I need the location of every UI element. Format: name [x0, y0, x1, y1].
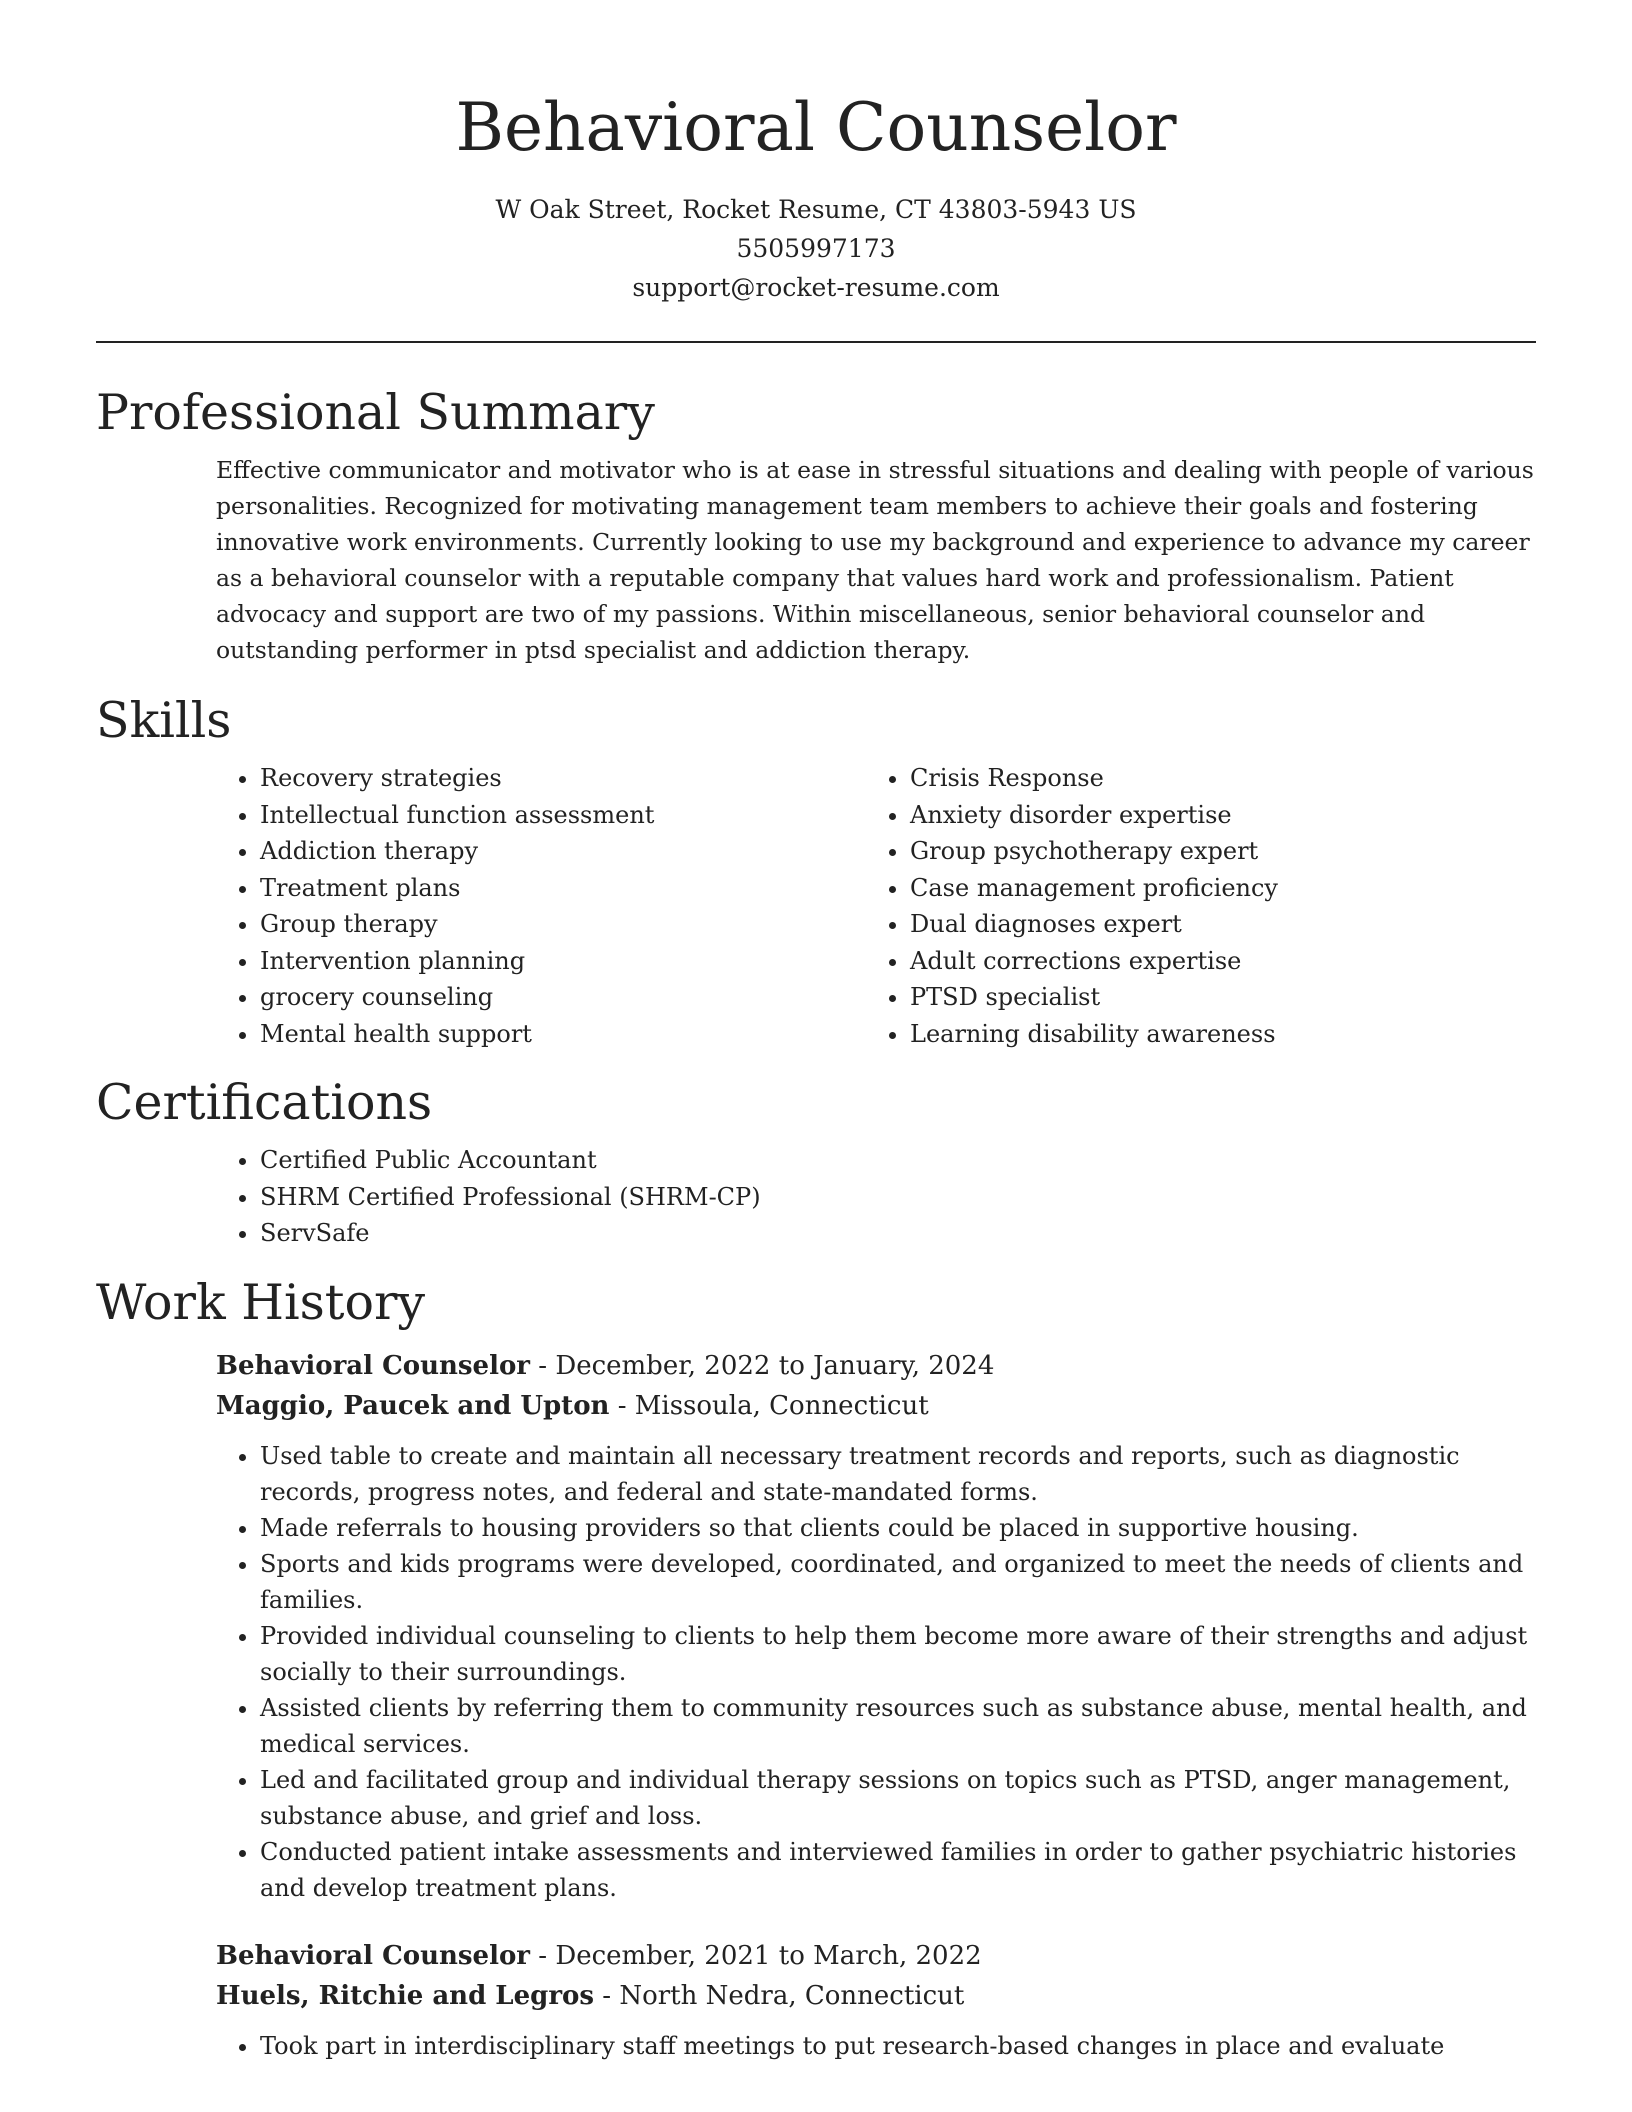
contact-info [0, 190, 1632, 307]
contact-address: W Oak Street, Rocket Resume, CT 43803-5943 US [495, 195, 1137, 224]
summary-title: Professional Summary [96, 384, 655, 441]
skill-item: • Crisis Response [910, 760, 1516, 797]
skill-item: • Recovery strategies [260, 760, 866, 797]
summary-text: Effective communicator and motivator who is at ease in stressful situations and dealing with people of various personalities. Recognized for motivating management team members to achieve their goals and fostering innovative work environments. Currently looking to use my background and experience to advance my career as a behavioral counselor with a reputable company that values hard work and professionalism. Patient advocacy and support are two of my passions. Within miscellaneous, senior behavioral counselor and outstanding performer in ptsd specialist and addiction therapy. [216, 456, 1534, 664]
skill-item: • PTSD specialist [910, 979, 1516, 1016]
skills-right-column [866, 760, 1516, 1052]
skill-item: • Addiction therapy [260, 833, 866, 870]
skills-section [96, 686, 1536, 1052]
job-role: Behavioral Counselor [216, 1940, 531, 1971]
resume-content [96, 378, 1536, 2064]
certification-item: • SHRM Certified Professional (SHRM-CP) [260, 1179, 1536, 1216]
job-company: Huels, Ritchie and Legros [216, 1980, 594, 2011]
header-divider [96, 341, 1536, 343]
job-role: Behavioral Counselor [216, 1350, 531, 1381]
skill-item: • Learning disability awareness [910, 1016, 1516, 1053]
job-bullet: • Used table to create and maintain all necessary treatment records and reports, such as diagnostic records, progress notes, and federal and state-mandated forms. [260, 1438, 1536, 1510]
job-company: Maggio, Paucek and Upton [216, 1390, 610, 1421]
skill-item: • Case management proficiency [910, 870, 1516, 907]
certification-item: • ServSafe [260, 1215, 1536, 1252]
certification-item: • Certified Public Accountant [260, 1142, 1536, 1179]
job-role-line [216, 1346, 1536, 1386]
job-separator: - [538, 1350, 556, 1381]
summary-section [96, 378, 1536, 668]
certifications-title: Certifications [96, 1074, 433, 1131]
work-history-title: Work History [96, 1273, 426, 1331]
job-bullet: • Took part in interdisciplinary staff meetings to put research-based changes in place and evaluate [260, 2028, 1536, 2064]
resume-name: Behavioral Counselor [455, 89, 1177, 166]
skill-item: • Intervention planning [260, 943, 866, 980]
job-entry [216, 1346, 1536, 1906]
skills-columns [216, 760, 1536, 1052]
skills-left-column [216, 760, 866, 1052]
skill-item: • Intellectual function assessment [260, 797, 866, 834]
skill-item: • grocery counseling [260, 979, 866, 1016]
skill-item: • Dual diagnoses expert [910, 906, 1516, 943]
resume-header [0, 0, 1632, 307]
job-separator: - [602, 1980, 620, 2011]
job-company-line [216, 1386, 1536, 1426]
skill-item: • Adult corrections expertise [910, 943, 1516, 980]
contact-phone: 5505997173 [736, 234, 896, 263]
skill-item: • Mental health support [260, 1016, 866, 1053]
job-bullet: • Sports and kids programs were developed, coordinated, and organized to meet the needs of clients and families. [260, 1546, 1536, 1618]
job-dates: December, 2022 to January, 2024 [555, 1350, 995, 1381]
job-location: Missoula, Connecticut [634, 1390, 929, 1421]
job-dates: December, 2021 to March, 2022 [555, 1940, 982, 1971]
job-bullets [216, 2028, 1536, 2064]
skill-item: • Group therapy [260, 906, 866, 943]
job-bullets [216, 1438, 1536, 1906]
certifications-section [96, 1068, 1536, 1252]
job-bullet: • Provided individual counseling to clients to help them become more aware of their strengths and adjust socially to their surroundings. [260, 1618, 1536, 1690]
job-bullet: • Made referrals to housing providers so that clients could be placed in supportive housing. [260, 1510, 1536, 1546]
job-bullet: • Conducted patient intake assessments and interviewed families in order to gather psychiatric histories and develop treatment plans. [260, 1834, 1536, 1906]
job-location: North Nedra, Connecticut [619, 1980, 965, 2011]
skills-title: Skills [96, 692, 232, 749]
contact-email: support@rocket-resume.com [632, 273, 1000, 302]
job-separator: - [538, 1940, 556, 1971]
job-role-line [216, 1936, 1536, 1976]
job-bullet: • Assisted clients by referring them to community resources such as substance abuse, mental health, and medical services. [260, 1690, 1536, 1762]
job-separator: - [617, 1390, 635, 1421]
skill-item: • Anxiety disorder expertise [910, 797, 1516, 834]
job-company-line [216, 1976, 1536, 2016]
certifications-list [216, 1142, 1536, 1252]
job-bullet: • Led and facilitated group and individual therapy sessions on topics such as PTSD, anger management, substance abuse, and grief and loss. [260, 1762, 1536, 1834]
work-history-section [96, 1268, 1536, 2064]
job-entry [216, 1936, 1536, 2064]
skill-item: • Treatment plans [260, 870, 866, 907]
skill-item: • Group psychotherapy expert [910, 833, 1516, 870]
